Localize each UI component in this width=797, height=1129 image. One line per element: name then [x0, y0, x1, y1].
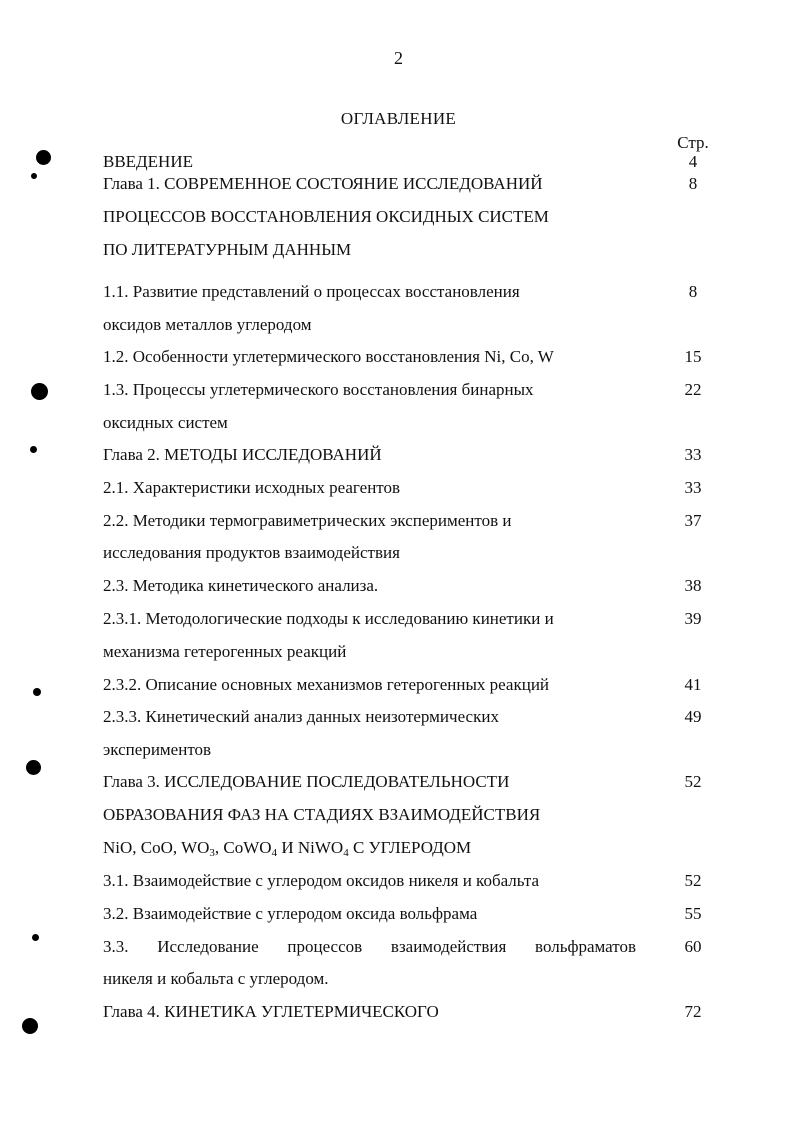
- formula-part: , CoWO: [214, 838, 272, 857]
- toc-page-2-3-1: 39: [684, 609, 702, 628]
- word: взаимодействия: [390, 937, 507, 956]
- punch-hole: [31, 383, 48, 400]
- page-title: ОГЛАВЛЕНИЕ: [340, 109, 457, 128]
- toc-entry-1-3[interactable]: 1.3. Процессы углетермического восстановления бинарных: [103, 380, 534, 399]
- toc-entry-3-2[interactable]: 3.2. Взаимодействие с углеродом оксида вольфрама: [103, 904, 478, 923]
- word: 3.3.: [103, 937, 129, 956]
- toc-page-ch2: 33: [684, 445, 702, 464]
- toc-entry-2-3-2[interactable]: 2.3.2. Описание основных механизмов гетерогенных реакций: [103, 675, 550, 694]
- ink-speck: [31, 173, 37, 179]
- toc-entry-ch3-line2[interactable]: ОБРАЗОВАНИЯ ФАЗ НА СТАДИЯХ ВЗАИМОДЕЙСТВИЯ: [103, 805, 541, 824]
- subscript: 4: [343, 847, 349, 859]
- punch-hole: [36, 150, 51, 165]
- toc-entry-1-1[interactable]: 1.1. Развитие представлений о процессах восстановления: [103, 282, 520, 301]
- word: процессов: [287, 937, 363, 956]
- toc-entry-ch1-line2[interactable]: ПРОЦЕССОВ ВОССТАНОВЛЕНИЯ ОКСИДНЫХ СИСТЕМ: [103, 207, 549, 226]
- page-column-header: Стр.: [677, 133, 709, 152]
- word: вольфраматов: [535, 937, 636, 956]
- punch-hole: [22, 1018, 38, 1034]
- toc-entry-ch3[interactable]: Глава 3. ИССЛЕДОВАНИЕ ПОСЛЕДОВАТЕЛЬНОСТИ: [103, 772, 510, 791]
- toc-page-intro: 4: [688, 152, 698, 171]
- toc-entry-ch3-line3[interactable]: [103, 838, 471, 858]
- word: Исследование: [157, 937, 259, 956]
- toc-entry-2-2[interactable]: 2.2. Методики термогравиметрических экспериментов и: [103, 511, 512, 530]
- toc-entry-3-1[interactable]: 3.1. Взаимодействие с углеродом оксидов никеля и кобальта: [103, 871, 540, 890]
- ink-speck: [32, 934, 39, 941]
- toc-entry-ch1-line3[interactable]: ПО ЛИТЕРАТУРНЫМ ДАННЫМ: [103, 240, 352, 259]
- toc-entry-intro[interactable]: ВВЕДЕНИЕ: [103, 152, 193, 171]
- toc-entry-2-3[interactable]: 2.3. Методика кинетического анализа.: [103, 576, 379, 595]
- subscript: 3: [209, 847, 215, 859]
- toc-page-2-2: 37: [684, 511, 702, 530]
- subscript: 4: [271, 847, 278, 859]
- page-number: 2: [394, 48, 403, 68]
- toc-entry-3-3[interactable]: [103, 937, 636, 957]
- toc-entry-1-2[interactable]: 1.2. Особенности углетермического восстановления Ni, Co, W: [103, 347, 554, 366]
- toc-page-1-2: 15: [684, 347, 702, 366]
- toc-page-3-3: 60: [684, 937, 702, 956]
- formula-part: И NiWO: [277, 838, 344, 857]
- toc-page-3-2: 55: [684, 904, 702, 923]
- toc-page-ch1: 8: [688, 174, 698, 193]
- toc-entry-2-3-3-line2[interactable]: экспериментов: [103, 740, 212, 759]
- toc-entry-ch1[interactable]: Глава 1. СОВРЕМЕННОЕ СОСТОЯНИЕ ИССЛЕДОВАНИЙ: [103, 174, 543, 193]
- toc-entry-3-3-line2[interactable]: никеля и кобальта с углеродом.: [103, 969, 329, 988]
- formula-part: NiO, CoO, WO: [103, 838, 210, 857]
- toc-entry-1-3-line2[interactable]: оксидных систем: [103, 413, 228, 432]
- ink-speck: [30, 446, 37, 453]
- toc-entry-1-1-line2[interactable]: оксидов металлов углеродом: [103, 315, 312, 334]
- ink-speck: [33, 688, 41, 696]
- toc-entry-2-3-3[interactable]: 2.3.3. Кинетический анализ данных неизотермических: [103, 707, 499, 726]
- formula-part: С УГЛЕРОДОМ: [348, 838, 472, 857]
- toc-entry-2-1[interactable]: 2.1. Характеристики исходных реагентов: [103, 478, 401, 497]
- toc-entry-2-3-1[interactable]: 2.3.1. Методологические подходы к исследованию кинетики и: [103, 609, 554, 628]
- toc-page-2-3: 38: [684, 576, 702, 595]
- toc-entry-2-2-line2[interactable]: исследования продуктов взаимодействия: [103, 543, 400, 562]
- toc-entry-ch2[interactable]: Глава 2. МЕТОДЫ ИССЛЕДОВАНИЙ: [103, 445, 382, 464]
- punch-hole: [26, 760, 41, 775]
- toc-page-1-3: 22: [684, 380, 702, 399]
- toc-page-2-1: 33: [684, 478, 702, 497]
- toc-entry-2-3-1-line2[interactable]: механизма гетерогенных реакций: [103, 642, 347, 661]
- toc-page-2-3-3: 49: [684, 707, 702, 726]
- toc-page-3-1: 52: [684, 871, 702, 890]
- toc-page-2-3-2: 41: [684, 675, 702, 694]
- toc-page-ch3: 52: [684, 772, 702, 791]
- toc-entry-ch4[interactable]: Глава 4. КИНЕТИКА УГЛЕТЕРМИЧЕСКОГО: [103, 1002, 439, 1021]
- toc-page-1-1: 8: [688, 282, 698, 301]
- toc-page-ch4: 72: [684, 1002, 702, 1021]
